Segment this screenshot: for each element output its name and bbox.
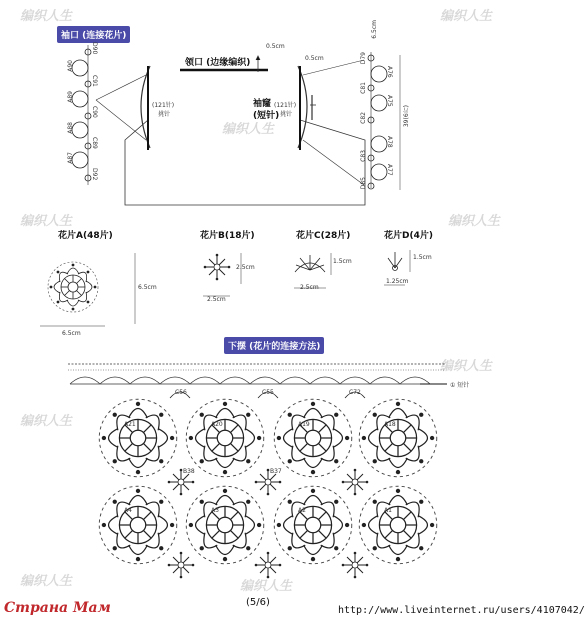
watermark: 编织人生 (20, 214, 73, 229)
motif-number: A21 (124, 421, 136, 428)
dimension-label: 6.5cm (371, 20, 378, 39)
motif-b-height: 2.5cm (236, 264, 255, 271)
motif-d-title: 花片D(4片) (384, 231, 433, 241)
motif-d-width: 1.25cm (386, 278, 409, 285)
hem-edge-note: ① 短针 (450, 382, 470, 389)
code-label: A78 (386, 136, 393, 148)
stitch-count-label: (121针) (152, 102, 175, 109)
watermark: 编织人生 (448, 214, 501, 229)
code-label: A75 (386, 95, 393, 107)
stitch-count-sub: 挑针 (280, 111, 293, 118)
watermark: 编织人生 (20, 414, 73, 429)
watermark: 编织人生 (20, 574, 73, 589)
motif-b-title: 花片B(18片) (200, 231, 255, 241)
motif-number: A19 (298, 421, 310, 428)
b-motif-label: B37 (270, 468, 282, 475)
brand-logo: Страна Мам (4, 600, 111, 616)
source-url: http://www.liveinternet.ru/users/4107042/ (338, 605, 585, 616)
motif-c-width: 2.5cm (300, 284, 319, 291)
b-motif-label: B38 (183, 468, 195, 475)
code-label: C89 (91, 137, 98, 149)
code-label: A88 (67, 122, 74, 134)
dimension-label: 39(6片) (403, 105, 410, 128)
motif-a-diagram (40, 253, 135, 326)
cuff-title: 袖口 (连接花片) (57, 26, 130, 43)
code-label: D79 (360, 52, 367, 65)
watermark: 编织人生 (20, 9, 73, 24)
code-label: A90 (67, 60, 74, 72)
motif-number: A2 (298, 507, 306, 514)
watermark: 编织人生 (222, 122, 275, 137)
motif-number: A1 (384, 507, 392, 514)
code-label: C90 (91, 106, 98, 118)
motif-d-height: 1.5cm (413, 254, 432, 261)
neckline-label: 领口 (边缘编织) (185, 58, 251, 68)
stitch-count-label: (121针) (274, 102, 297, 109)
watermark: 编织人生 (440, 359, 493, 374)
hem-edge (68, 364, 447, 384)
motif-number: A20 (211, 421, 223, 428)
armhole-label: 袖窿 (253, 99, 272, 109)
code-label: C83 (360, 150, 367, 162)
garment-body (96, 56, 365, 205)
code-label: C81 (360, 82, 367, 94)
code-label: C82 (360, 112, 367, 124)
motif-a-width: 6.5cm (62, 330, 81, 337)
code-label: D90 (91, 42, 98, 55)
watermark: 编织人生 (240, 579, 293, 594)
page-number: (5/6) (246, 597, 270, 608)
connector-label: C56 (175, 389, 187, 396)
stitch-count-sub: 挑针 (158, 111, 171, 118)
watermark: 编织人生 (440, 9, 493, 24)
dimension-label: 0.5cm (305, 55, 324, 62)
code-label: A76 (386, 66, 393, 78)
connector-label: C72 (349, 389, 361, 396)
motif-number: A3 (211, 507, 219, 514)
code-label: A77 (386, 164, 393, 176)
hem-title: 下摆 (花片的连接方法) (224, 337, 324, 354)
motif-a-height: 6.5cm (138, 284, 157, 291)
motif-c-height: 1.5cm (333, 258, 352, 265)
motif-b-diagram (203, 253, 241, 296)
motif-c-diagram (294, 253, 331, 288)
code-label: D85 (360, 177, 367, 190)
cuff-left-column (72, 45, 91, 185)
armhole-sub-label: (短针) (253, 111, 280, 121)
motif-number: A18 (384, 421, 396, 428)
dimension-label: 0.5cm (266, 43, 285, 50)
motif-b-width: 2.5cm (207, 296, 226, 303)
code-label: C91 (91, 75, 98, 87)
motif-a-title: 花片A(48片) (58, 231, 113, 241)
code-label: D92 (91, 168, 98, 181)
hem-motifs (99, 392, 437, 578)
motif-c-title: 花片C(28片) (296, 231, 351, 241)
cuff-right-column (368, 52, 400, 190)
connector-label: C55 (262, 389, 274, 396)
code-label: A87 (67, 152, 74, 164)
code-label: A89 (67, 91, 74, 103)
motif-number: A4 (124, 507, 132, 514)
